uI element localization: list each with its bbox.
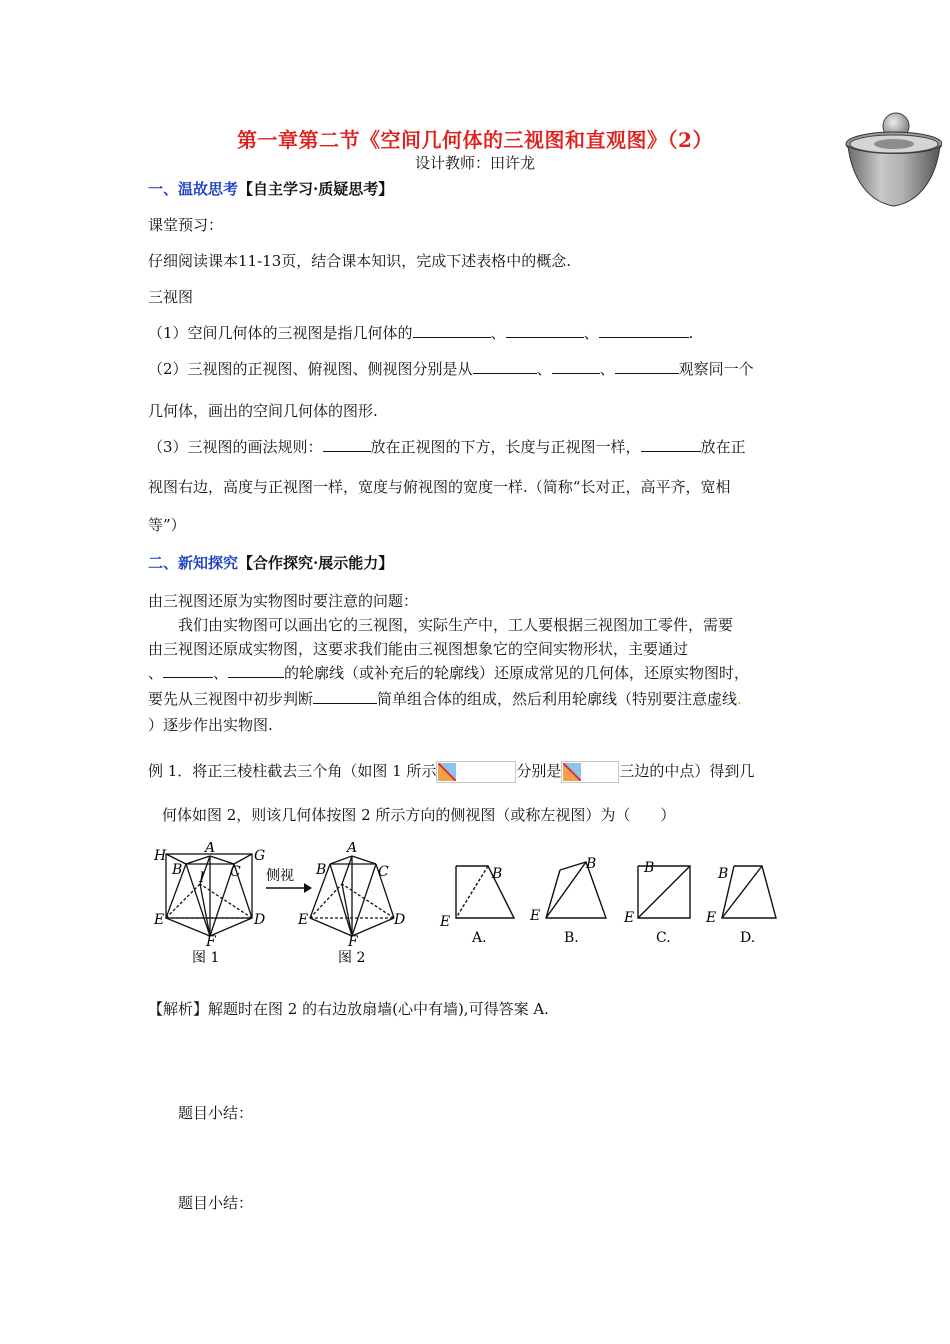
answer-blank[interactable]	[506, 323, 584, 338]
para-line-3: 、 、 的轮廓线（或补充后的轮廓线）还原成常见的几何体，还原实物图时，	[148, 664, 750, 682]
note-title: 由三视图还原为实物图时要注意的问题：	[148, 592, 419, 610]
side-view-label: 侧视	[266, 868, 294, 884]
para-line-4: 要先从三视图中初步判断 简单组合体的组成，然后利用轮廓线（特别要注意虚线.	[148, 690, 742, 708]
label-D: D	[394, 912, 406, 928]
label-E: E	[624, 910, 635, 926]
label-I: I	[199, 870, 205, 886]
section-2-heading: 二、新知探究【合作探究·展示能力】	[148, 554, 394, 572]
option-c-figure	[620, 856, 706, 948]
example-1-line2: 何体如图 2，则该几何体按图 2 所示方向的侧视图（或称左视图）为（ ）	[162, 806, 676, 824]
option-a-figure	[436, 856, 522, 948]
option-d-label: D.	[740, 930, 756, 946]
page-title: 第一章第二节《空间几何体的三视图和直观图》（2）	[237, 128, 713, 152]
figure-1	[148, 842, 274, 966]
label-A: A	[347, 842, 358, 856]
label-E: E	[154, 912, 165, 928]
label-C: C	[378, 864, 389, 880]
label-A: A	[205, 842, 216, 856]
option-a-label: A.	[472, 930, 487, 946]
summary-1: 题目小结：	[178, 1104, 254, 1122]
answer-blank[interactable]	[599, 323, 689, 338]
topic-heading: 三视图	[148, 288, 194, 306]
label-D: D	[254, 912, 266, 928]
para-line-1: 我们由实物图可以画出它的三视图，实际生产中，工人要根据三视图加工零件，需要	[178, 616, 734, 634]
image-icon	[438, 763, 456, 781]
answer-blank[interactable]	[615, 359, 679, 374]
broken-image-placeholder	[561, 761, 619, 783]
answer-blank[interactable]	[413, 323, 491, 338]
label-B: B	[644, 860, 655, 876]
question-2: （2）三视图的正视图、俯视图、侧视图分别是从 、 、 观察同一个	[148, 360, 754, 378]
figure-2	[296, 842, 408, 966]
label-F: F	[206, 934, 216, 950]
question-1: （1）空间几何体的三视图是指几何体的 、 、 .	[148, 324, 694, 342]
figure-1-caption: 图 1	[192, 950, 220, 966]
summary-2: 题目小结：	[178, 1194, 254, 1212]
answer-blank[interactable]	[641, 437, 701, 452]
question-2-line2: 几何体，画出的空间几何体的图形.	[148, 402, 378, 420]
author-line: 设计教师：田许龙	[414, 154, 535, 172]
question-3-line2: 视图右边，高度与正视图一样，宽度与俯视图的宽度一样.（简称“长对正，高平齐，宽相	[148, 478, 731, 496]
label-B: B	[316, 862, 327, 878]
answer-blank[interactable]	[163, 663, 213, 678]
label-H: H	[154, 848, 167, 864]
para-line-2: 由三视图还原成实物图，这要求我们能由三视图想象它的空间实物形状，主要通过	[148, 640, 689, 658]
option-b-label: B.	[564, 930, 579, 946]
option-b-figure	[528, 856, 614, 948]
label-E: E	[530, 908, 541, 924]
question-3-line3: 等”）	[148, 516, 186, 534]
answer-blank[interactable]	[552, 359, 600, 374]
label-G: G	[254, 848, 266, 864]
answer-blank[interactable]	[473, 359, 537, 374]
para-line-5: ）逐步作出实物图.	[148, 716, 273, 734]
figure-2-caption: 图 2	[338, 950, 366, 966]
label-B: B	[172, 862, 183, 878]
label-F: F	[348, 934, 358, 950]
analysis: 【解析】解题时在图 2 的右边放扇墙(心中有墙),可得答案 A.	[148, 1000, 549, 1018]
label-B: B	[718, 866, 729, 882]
label-E: E	[298, 912, 309, 928]
answer-blank[interactable]	[323, 437, 371, 452]
option-c-label: C.	[656, 930, 671, 946]
instruction-text: 仔细阅读课本11-13页，结合课本知识，完成下述表格中的概念.	[148, 252, 572, 270]
example-1: 例 1．将正三棱柱截去三个角（如图 1 所示 分别是 三边的中点）得到几	[148, 760, 754, 783]
label-E: E	[440, 914, 451, 930]
answer-blank[interactable]	[228, 663, 284, 678]
preview-label: 课堂预习：	[148, 216, 224, 234]
label-E: E	[706, 910, 717, 926]
label-C: C	[230, 864, 241, 880]
image-icon	[563, 763, 581, 781]
option-d-figure	[704, 856, 790, 948]
answer-blank[interactable]	[313, 689, 377, 704]
section-1-heading: 一、温故思考【自主学习·质疑思考】	[148, 180, 394, 198]
label-B: B	[492, 866, 503, 882]
label-B: B	[586, 856, 597, 872]
broken-image-placeholder	[436, 761, 516, 783]
question-3: （3）三视图的画法规则： 放在正视图的下方，长度与正视图一样， 放在正	[148, 438, 746, 456]
